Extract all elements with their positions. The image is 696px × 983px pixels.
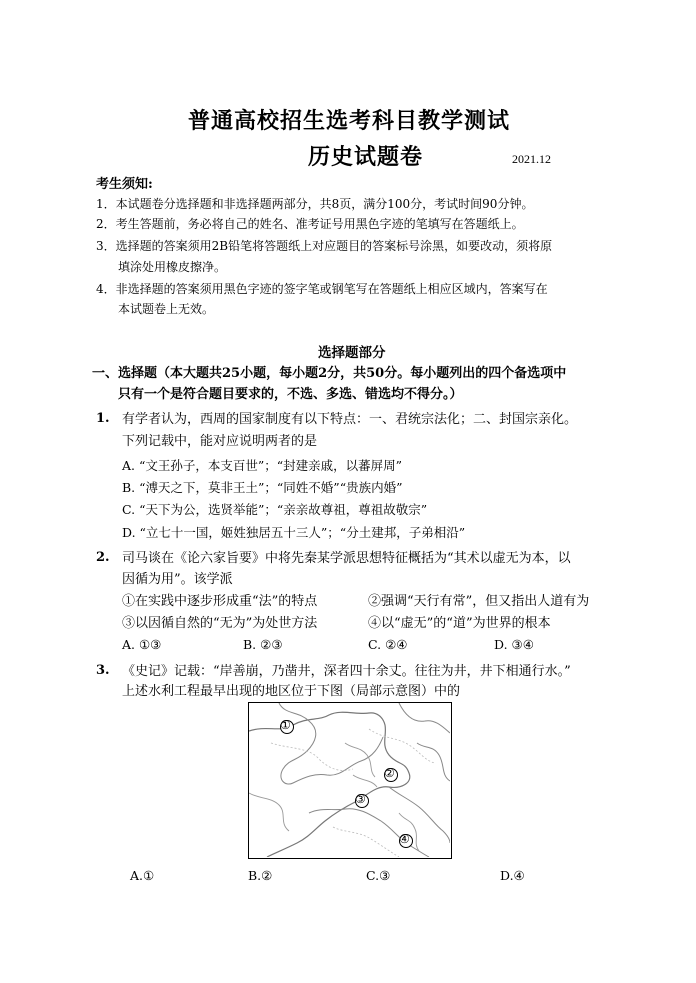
question-stem: 司马谈在《论六家旨要》中将先秦某学派思想特征概括为“其术以虚无为本，以 bbox=[122, 551, 571, 566]
answer-option-c[interactable]: C.③ bbox=[366, 868, 391, 883]
question-number: 2. bbox=[96, 550, 110, 565]
answer-option-b[interactable]: B.② bbox=[248, 868, 273, 883]
statement-4: ④以“虚无”的“道”为世界的根本 bbox=[368, 616, 551, 631]
question-stem: 上述水利工程最早出现的地区位于下图（局部示意图）中的 bbox=[122, 684, 461, 699]
notice-item: 1．本试题卷分选择题和非选择题两部分，共8页，满分100分，考试时间90分钟。 bbox=[96, 197, 534, 211]
region-map bbox=[248, 702, 452, 859]
section-title: 选择题部分 bbox=[318, 345, 386, 361]
answer-option-c[interactable]: C. “天下为公，选贤举能”；“亲亲故尊祖，尊祖故敬宗” bbox=[122, 502, 428, 517]
statement-2: ②强调“天行有常”，但又指出人道有为 bbox=[368, 594, 590, 609]
notice-item: 本试题卷上无效。 bbox=[118, 302, 215, 316]
answer-option-b[interactable]: B. ②③ bbox=[243, 637, 283, 652]
question-number: 1. bbox=[96, 411, 110, 426]
question-stem: 《史记》记载：“岸善崩，乃凿井，深者四十余丈。往往为井，井下相通行水。” bbox=[122, 664, 571, 679]
exam-subtitle: 历史试题卷 bbox=[308, 144, 424, 170]
map-label-1: ① bbox=[280, 718, 291, 732]
answer-option-a[interactable]: A.① bbox=[130, 868, 155, 883]
answer-option-d[interactable]: D.④ bbox=[500, 868, 525, 883]
answer-option-b[interactable]: B. “溥天之下，莫非王土”；“同姓不婚”“贵族内婚” bbox=[122, 480, 403, 495]
statement-1: ①在实践中逐步形成重“法”的特点 bbox=[122, 594, 318, 609]
notice-item: 4．非选择题的答案须用黑色字迹的签字笔或钢笔写在答题纸上相应区域内，答案写在 bbox=[96, 282, 548, 296]
section-intro: 只有一个是符合题目要求的，不选、多选、错选均不得分。） bbox=[118, 387, 463, 402]
notice-heading: 考生须知: bbox=[96, 177, 153, 192]
question-stem: 因循为用”。该学派 bbox=[122, 572, 233, 587]
question-stem: 下列记载中，能对应说明两者的是 bbox=[122, 434, 318, 449]
notice-item: 2．考生答题前，务必将自己的姓名、准考证号用黑色字迹的笔填写在答题纸上。 bbox=[96, 217, 524, 231]
notice-item: 3．选择题的答案须用2B铅笔将答题纸上对应题目的答案标号涂黑，如要改动，须将原 bbox=[96, 239, 553, 253]
exam-title: 普通高校招生选考科目教学测试 bbox=[188, 108, 511, 134]
map-label-4: ④ bbox=[399, 832, 410, 846]
question-stem: 有学者认为，西周的国家制度有以下特点：一、君统宗法化；二、封国宗亲化。 bbox=[122, 412, 578, 427]
answer-option-a[interactable]: A. ①③ bbox=[122, 637, 162, 652]
question-number: 3. bbox=[96, 663, 110, 678]
map-label-2: ② bbox=[384, 766, 395, 780]
statement-3: ③以因循自然的“无为”为处世方法 bbox=[122, 616, 318, 631]
answer-option-d[interactable]: D. “立七十一国，姬姓独居五十三人”；“分土建邦，子弟相沿” bbox=[122, 525, 466, 540]
answer-option-c[interactable]: C. ②④ bbox=[368, 637, 408, 652]
answer-option-a[interactable]: A. “文王孙子，本支百世”；“封建亲戚，以蕃屏周” bbox=[122, 458, 403, 473]
answer-option-d[interactable]: D. ③④ bbox=[494, 637, 534, 652]
notice-item: 填涂处用橡皮擦净。 bbox=[118, 260, 227, 274]
section-intro: 一、选择题（本大题共25小题，每小题2分，共50分。每小题列出的四个备选项中 bbox=[92, 366, 567, 381]
map-label-3: ③ bbox=[355, 792, 366, 806]
exam-date: 2021.12 bbox=[512, 152, 551, 166]
